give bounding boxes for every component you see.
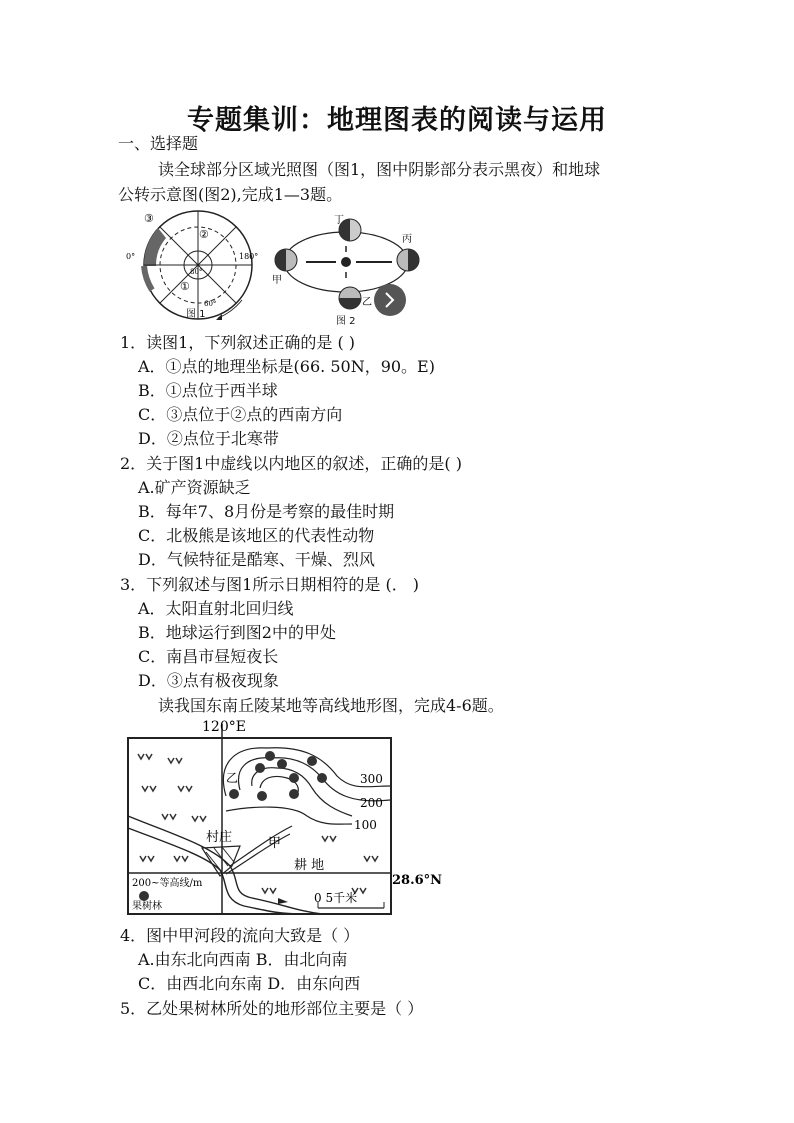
fig2-label-ding: 丁 [334, 215, 344, 226]
question-1-option-b: B．①点位于西半球 [138, 381, 278, 400]
fig1-label-60: 60° [204, 300, 217, 308]
section-heading: 一、选择题 [118, 134, 199, 153]
figure-2-caption: 图 2 [336, 316, 356, 327]
map-latitude-label: 28.6°N [392, 873, 443, 888]
contour-label-100: 100 [354, 818, 377, 832]
map-point-jia: 甲 [268, 836, 282, 851]
fig1-label-80: 80° [190, 268, 203, 276]
contour-map [122, 716, 450, 918]
intro-line-2: 公转示意图(图2),完成1—3题。 [118, 185, 343, 204]
question-3-option-b: B．地球运行到图2中的甲处 [138, 623, 336, 642]
question-1-option-d: D．②点位于北寒带 [138, 429, 279, 448]
fig2-label-yi: 乙 [362, 297, 372, 308]
question-4-options-row-2: C．由西北向东南 D．由东向西 [138, 974, 361, 993]
question-3-option-d: D．③点有极夜现象 [138, 671, 279, 690]
question-4-options-row-1: A.由东北向西南 B．由北向南 [138, 950, 348, 969]
fig1-label-180: 180° [239, 252, 259, 261]
intro-contour-map: 读我国东南丘陵某地等高线地形图，完成4-6题。 [158, 696, 504, 715]
fig2-label-jia: 甲 [272, 275, 282, 286]
map-village-label: 村庄 [206, 830, 233, 845]
question-2-option-a: A.矿产资源缺乏 [138, 478, 251, 497]
fig1-label-0: 0° [126, 252, 136, 261]
map-point-yi: 乙 [226, 771, 239, 785]
question-1-option-a: A．①点的地理坐标是(66. 50N，90。E) [138, 357, 435, 376]
map-scale-label: 0 5千米 [314, 891, 358, 905]
figure-2-revolution-diagram [270, 210, 420, 325]
question-3-option-a: A．太阳直射北回归线 [138, 599, 294, 618]
map-legend-contour: 200~等高线/m [132, 878, 203, 889]
fig1-label-2: ② [199, 228, 209, 241]
question-1-stem: 1．读图1，下列叙述正确的是 ( ) [120, 333, 356, 352]
question-5-stem: 5．乙处果树林所处的地形部位主要是（ ） [120, 999, 424, 1018]
question-3-option-c: C．南昌市昼短夜长 [138, 647, 279, 666]
map-legend-orchard: 果树林 [132, 901, 162, 912]
question-4-stem: 4．图中甲河段的流向大致是（ ） [120, 926, 360, 945]
intro-line-1: 读全球部分区域光照图（图1，图中阴影部分表示黑夜）和地球 [158, 160, 601, 179]
question-3-stem: 3．下列叙述与图1所示日期相符的是 (． ) [120, 575, 420, 594]
question-2-option-d: D．气候特征是酷寒、干燥、烈风 [138, 550, 375, 569]
question-2-option-b: B．每年7、8月份是考察的最佳时期 [138, 502, 395, 521]
contour-label-200: 200 [360, 796, 383, 810]
map-farmland-label: 耕 地 [294, 858, 325, 873]
map-longitude-label: 120°E [202, 719, 246, 735]
figure-1-caption: 图 1 [186, 309, 206, 320]
question-2-stem: 2．关于图1中虚线以内地区的叙述，正确的是( ) [120, 454, 462, 473]
fig1-label-1: ① [180, 280, 190, 293]
question-2-option-c: C．北极熊是该地区的代表性动物 [138, 526, 375, 545]
page-title: 专题集训：地理图表的阅读与运用 [187, 105, 607, 136]
fig1-label-3: ③ [144, 212, 154, 225]
contour-label-300: 300 [360, 772, 383, 786]
question-1-option-c: C．③点位于②点的西南方向 [138, 405, 343, 424]
fig2-label-bing: 丙 [402, 234, 412, 245]
